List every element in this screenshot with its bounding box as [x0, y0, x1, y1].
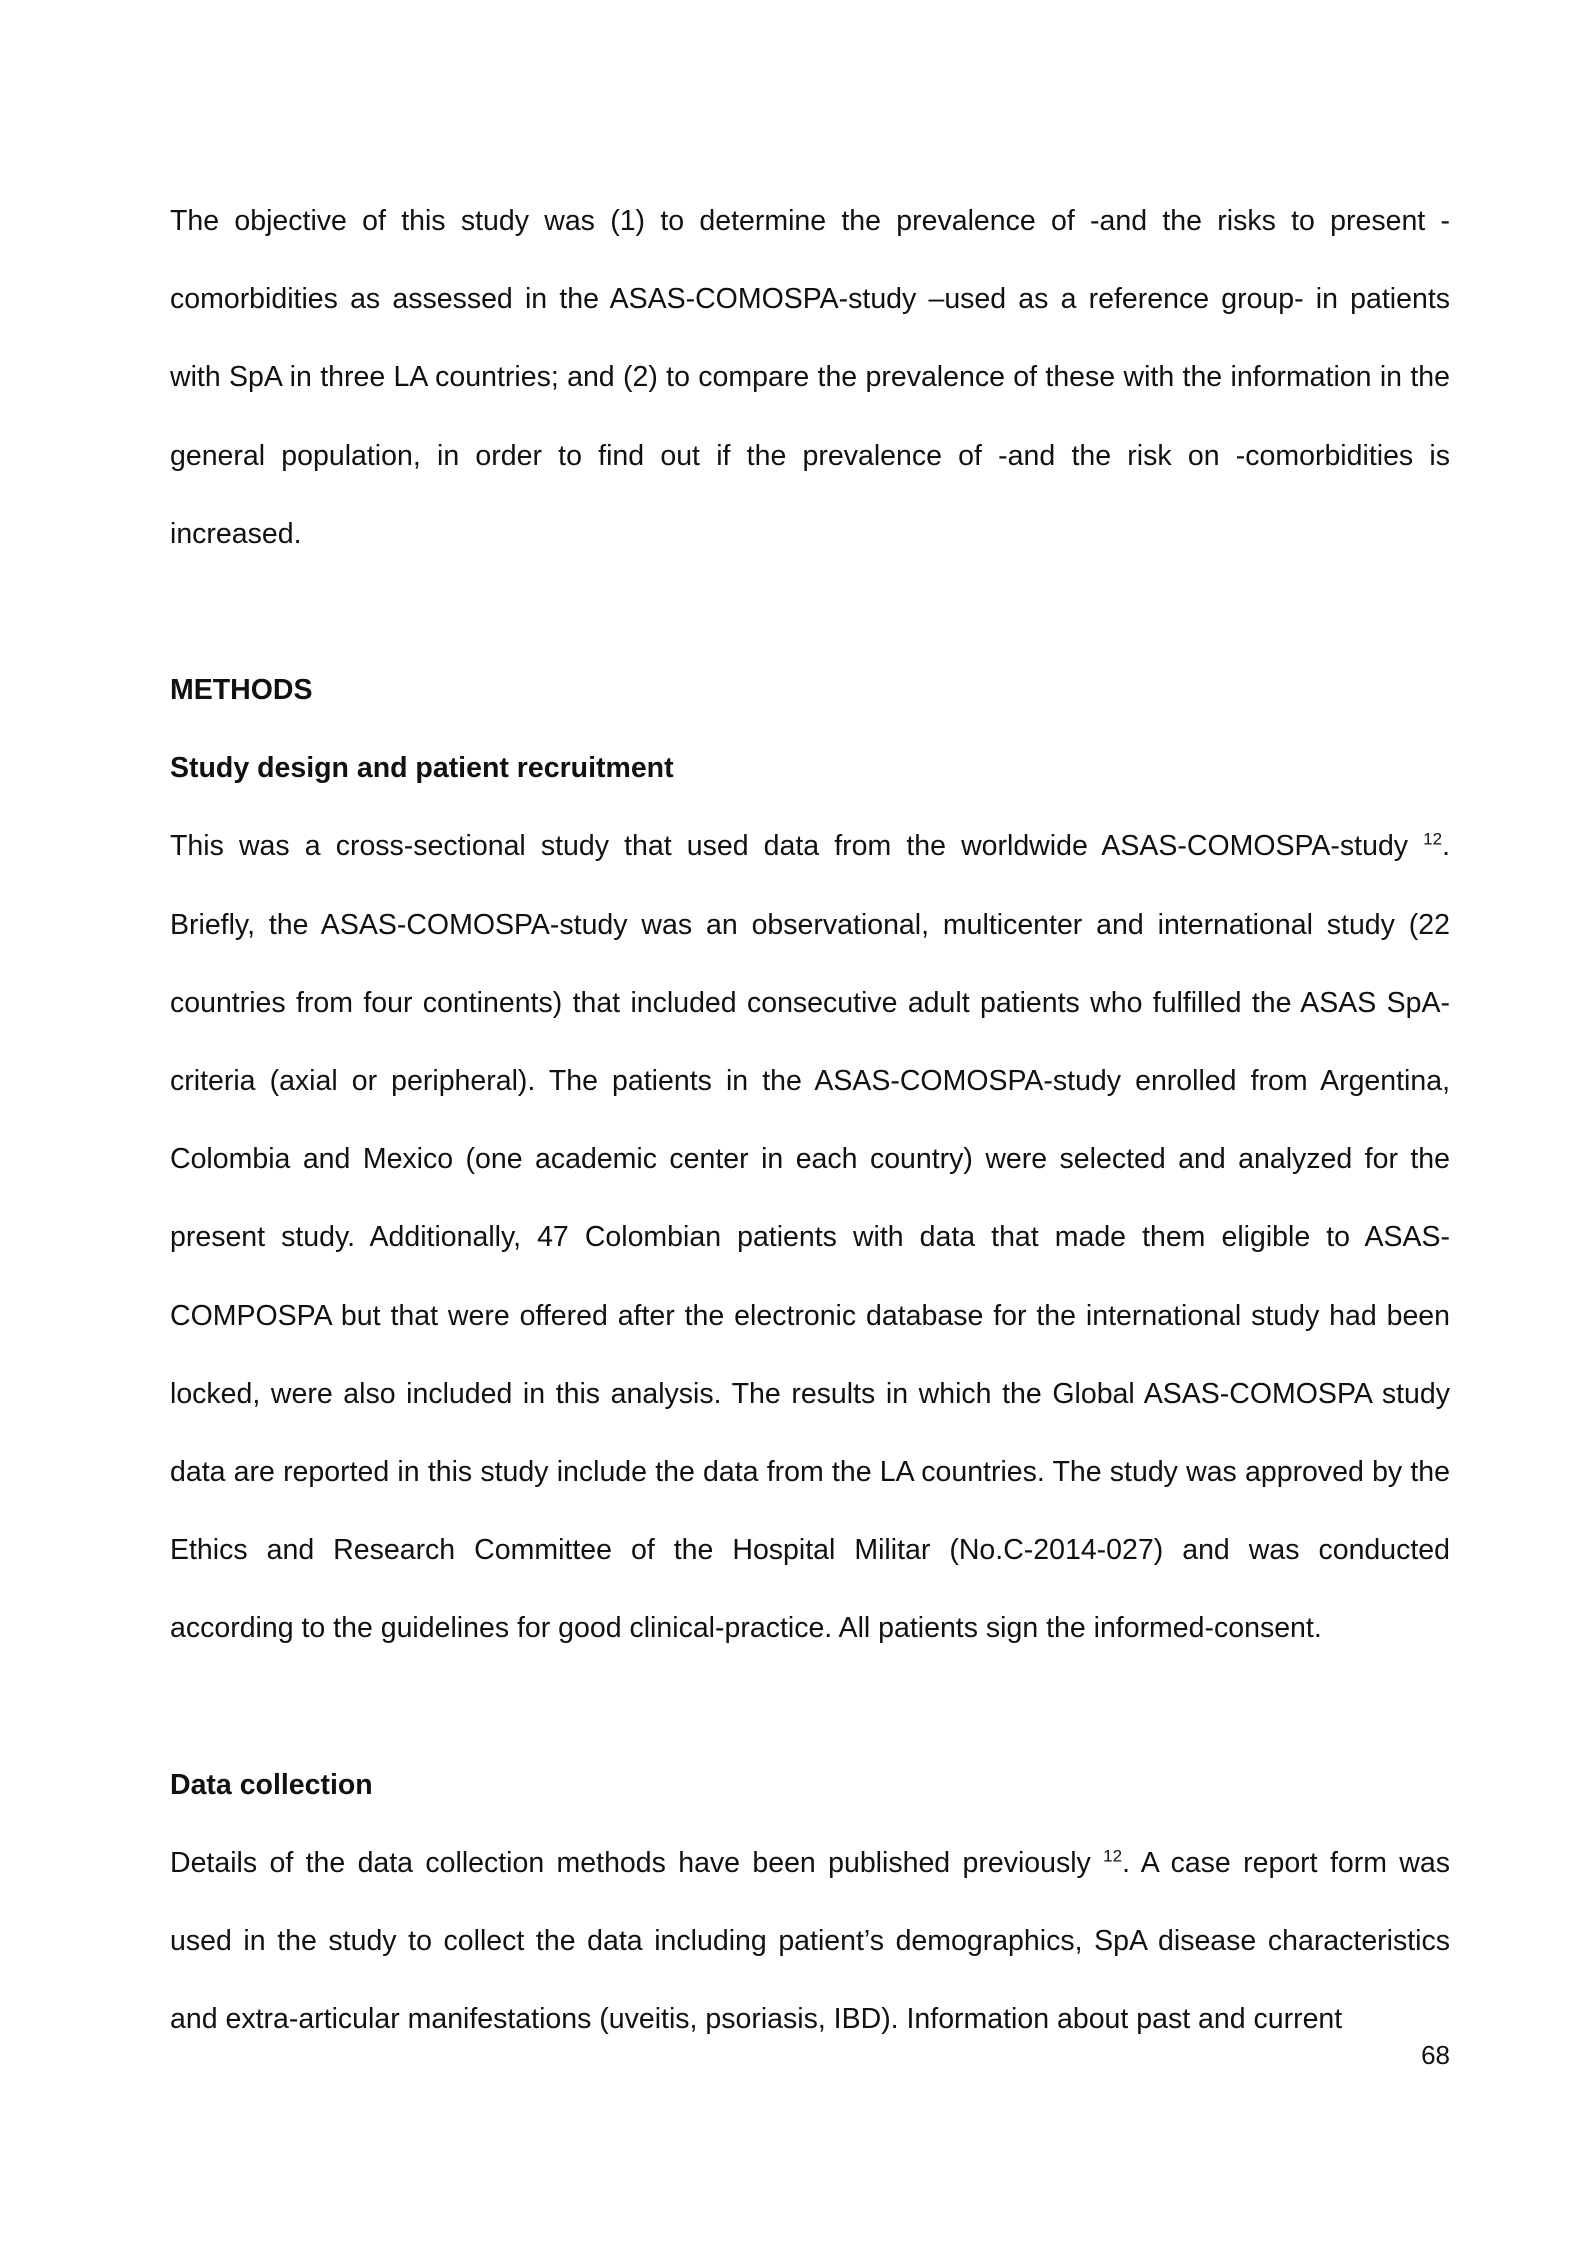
- study-design-paragraph: [170, 807, 1450, 1667]
- section-spacer: [170, 1668, 1450, 1746]
- citation-reference: 12: [1423, 829, 1443, 849]
- study-design-text-end: . Briefly, the ASAS-COMOSPA-study was an observational, multicenter and international study (22 countries from four continents) that included consecutive adult patients who fulfilled the ASAS SpA-criteria (axial or peripheral). The patients in the ASAS-COMOSPA-study enrolled from Argentina, Colombia and Mexico (one academic center in each country) were selected and analyzed for the present study. Additionally, 47 Colombian patients with data that made them eligible to ASAS-COMPOSPA but that were offered after the electronic database for the international study had been locked, were also included in this analysis. The results in which the Global ASAS-COMOSPA study data are reported in this study include the data from the LA countries. The study was approved by the Ethics and Research Committee of the Hospital Militar (No.C-2014-027) and was conducted according to the guidelines for good clinical-practice. All patients sign the informed-consent.: [170, 830, 1450, 1645]
- section-spacer: [170, 573, 1450, 651]
- data-collection-subheading: Data collection: [170, 1768, 373, 1801]
- data-collection-text-start: Details of the data collection methods have been published previously: [170, 1846, 1104, 1879]
- objective-paragraph: The objective of this study was (1) to determine the prevalence of -and the risks to present -comorbidities as assessed in the ASAS-COMOSPA-study –used as a reference group- in patients with SpA in three LA countries; and (2) to compare the prevalence of these with the information in the general population, in order to find out if the prevalence of -and the risk on -comorbidities is increased.: [170, 205, 1450, 550]
- data-collection-text-end: . A case report form was used in the study to collect the data including patient’s demographics, SpA disease characteristics and extra-articular manifestations (uveitis, psoriasis, IBD). Information about past and current: [170, 1846, 1450, 2036]
- data-collection-paragraph: [170, 1824, 1450, 2059]
- methods-heading: METHODS: [170, 674, 313, 707]
- page-body: [170, 182, 1450, 2058]
- study-design-text-start: This was a cross-sectional study that used data from the worldwide ASAS-COMOSPA-study: [170, 830, 1424, 863]
- citation-reference: 12: [1103, 1846, 1123, 1866]
- page-number: 68: [1421, 2040, 1450, 2070]
- study-design-subheading: Study design and patient recruitment: [170, 752, 674, 785]
